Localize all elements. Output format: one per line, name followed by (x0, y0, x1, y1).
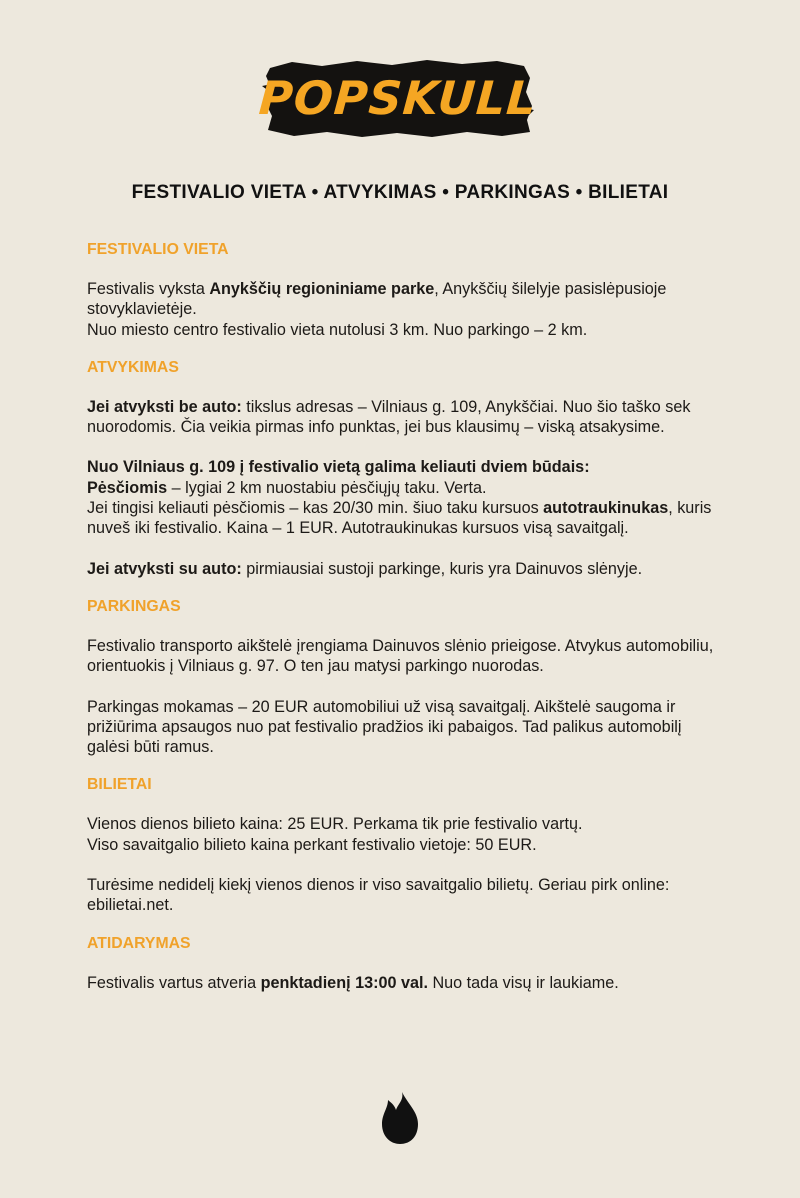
text: pirmiausiai sustoji parkinge, kuris yra Dainuvos slėnyje. (241, 559, 643, 578)
bilietai-paragraph-1 (87, 814, 727, 855)
text: , Anykščių šilelyje pasislėpusioje stovyklavietėje. (87, 280, 667, 319)
text: tikslus adresas – Vilniaus g. 109, Anykščiai. Nuo šio taško sek nuorodomis. Čia veikia pirmas info punktas, jei bus klausimų – viską atsakysime. (87, 397, 691, 437)
section-title-festivalio-vieta: FESTIVALIO VIETA (87, 241, 229, 258)
text: – lygiai 2 km nuostabiu pėsčiųjų taku. Verta. (167, 478, 487, 497)
text: Nuo miesto centro festivalio vieta nutolusi 3 km. Nuo parkingo – 2 km. (87, 320, 588, 339)
section-title-atidarymas: ATIDARYMAS (87, 934, 191, 952)
logo-text: POPSKULL (257, 71, 539, 125)
parkingas-paragraph-2: Parkingas mokamas – 20 EUR automobiliui už visą savaitgalį. Aikštelė saugoma ir prižiūrima apsaugos nuo pat festivalio pradžios iki pabaigos. Tad palikus automobilį galėsi būti ramus. (87, 697, 682, 757)
atvykimas-paragraph-3 (87, 559, 727, 579)
text-bold: Jei atvyksti su auto: (87, 559, 242, 578)
text: Vienos dienos bilieto kaina: 25 EUR. Perkama tik prie festivalio vartų. (87, 815, 583, 834)
text-bold: autotraukinukas (543, 499, 669, 518)
text: Nuo tada visų ir laukiame. (427, 973, 619, 992)
parkingas-paragraph-1: Festivalio transporto aikštelė įrengiama Dainuvos slėnio prieigose. Atvykus automobiliu, orientuokis į Vilniaus g. 97. O ten jau matysi parkingo nuorodas. (87, 636, 714, 676)
section-title-parkingas: PARKINGAS (87, 597, 181, 615)
text: Festivalis vyksta (87, 280, 210, 298)
logo (257, 58, 539, 138)
vieta-paragraph (87, 279, 727, 340)
atvykimas-paragraph-2 (87, 457, 727, 538)
atvykimas-paragraph-1 (87, 397, 727, 438)
bilietai-paragraph-2: Turėsime nedidelį kiekį vienos dienos ir viso savaitgalio bilietų. Geriau pirk online: ebilietai.net. (87, 876, 670, 915)
text: Festivalis vartus atveria (87, 973, 261, 992)
text-bold: Anykščių regioniniame parke (209, 280, 435, 298)
flame-icon (378, 1090, 422, 1146)
text-bold: Pėsčiomis (87, 478, 168, 497)
text: , kuris nuveš iki festivalio. Kaina – 1 EUR. Autotraukinukas kursuos visą savaitgalį. (87, 499, 712, 538)
page-title: FESTIVALIO VIETA • ATVYKIMAS • PARKINGAS • BILIETAI (131, 182, 669, 203)
content (87, 240, 727, 993)
atidarymas-paragraph (87, 973, 727, 993)
text-bold: Nuo Vilniaus g. 109 į festivalio vietą galima keliauti dviem būdais: (87, 458, 590, 477)
text-bold: penktadienį 13:00 val. (260, 973, 428, 992)
text: Jei tingisi keliauti pėsčiomis – kas 20/30 min. šiuo taku kursuos (87, 499, 544, 518)
section-title-atvykimas: ATVYKIMAS (87, 358, 179, 376)
text: Viso savaitgalio bilieto kaina perkant festivalio vietoje: 50 EUR. (87, 835, 537, 854)
text-bold: Jei atvyksti be auto: (87, 397, 242, 416)
section-title-bilietai: BILIETAI (87, 776, 152, 794)
